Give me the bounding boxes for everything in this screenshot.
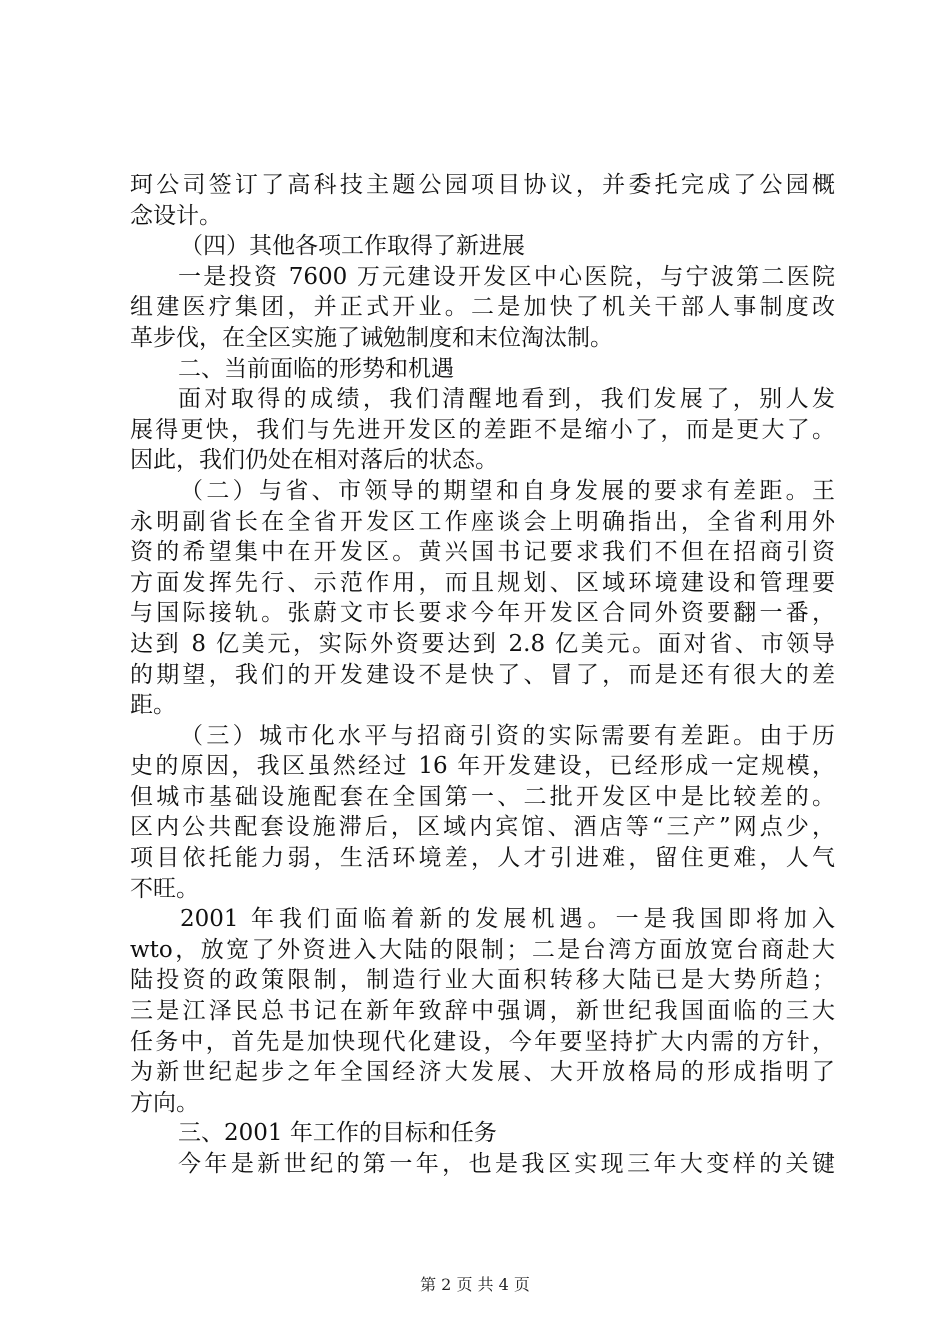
text-line: 距。 bbox=[130, 692, 176, 719]
text-line: 方向。 bbox=[130, 1089, 199, 1116]
text-line: 史的原因，我区虽然经过 16 年开发建设，已经形成一定规模， bbox=[130, 753, 835, 780]
text-line: 但城市基础设施配套在全国第一、二批开发区中是比较差的。 bbox=[130, 783, 835, 810]
text-line: 三是江泽民总书记在新年致辞中强调，新世纪我国面临的三大 bbox=[130, 998, 835, 1025]
text-line: 2001 年我们面临着新的发展机遇。一是我国即将加入 bbox=[180, 906, 835, 933]
page-footer: 第 2 页 共 4 页 bbox=[420, 1275, 530, 1294]
text-line: 一是投资 7600 万元建设开发区中心医院，与宁波第二医院 bbox=[178, 263, 835, 290]
text-line: 与国际接轨。张蔚文市长要求今年开发区合同外资要翻一番， bbox=[130, 600, 835, 627]
text-line: （四）其他各项工作取得了新进展 bbox=[180, 233, 525, 260]
text-line: 展得更快，我们与先进开发区的差距不是缩小了，而是更大了。 bbox=[130, 416, 835, 443]
text-line: 因此，我们仍处在相对落后的状态。 bbox=[130, 447, 498, 474]
text-line: 陆投资的政策限制，制造行业大面积转移大陆已是大势所趋； bbox=[130, 967, 835, 994]
text-line: 今年是新世纪的第一年，也是我区实现三年大变样的关键 bbox=[178, 1151, 835, 1177]
text-line: 资的希望集中在开发区。黄兴国书记要求我们不但在招商引资 bbox=[130, 539, 835, 566]
text-line: 珂公司签订了高科技主题公园项目协议，并委托完成了公园概 bbox=[130, 172, 835, 198]
text-line: 的期望，我们的开发建设不是快了、冒了，而是还有很大的差 bbox=[130, 661, 835, 688]
text-line: 不旺。 bbox=[130, 875, 199, 902]
text-line: 组建医疗集团，并正式开业。二是加快了机关干部人事制度改 bbox=[130, 294, 835, 321]
text-line: 达到 8 亿美元，实际外资要达到 2.8 亿美元。面对省、市领导 bbox=[130, 630, 835, 657]
text-line: （二）与省、市领导的期望和自身发展的要求有差距。王 bbox=[180, 477, 835, 504]
text-line: 为新世纪起步之年全国经济大发展、大开放格局的形成指明了 bbox=[130, 1059, 835, 1086]
text-line: 面对取得的成绩，我们清醒地看到，我们发展了，别人发 bbox=[178, 386, 835, 413]
text-line: 方面发挥先行、示范作用，而且规划、区域环境建设和管理要 bbox=[130, 569, 835, 596]
text-line: 永明副省长在全省开发区工作座谈会上明确指出，全省利用外 bbox=[130, 508, 835, 535]
text-line: 区内公共配套设施滞后，区域内宾馆、酒店等“三产”网点少， bbox=[130, 814, 835, 841]
text-line: wto，放宽了外资进入大陆的限制；二是台湾方面放宽台商赴大 bbox=[130, 936, 835, 963]
text-line: 革步伐，在全区实施了诫勉制度和末位淘汰制。 bbox=[130, 324, 613, 351]
document-body bbox=[130, 170, 835, 1180]
text-line: 任务中，首先是加快现代化建设，今年要坚持扩大内需的方针， bbox=[130, 1028, 835, 1055]
text-line: 二、当前面临的形势和机遇 bbox=[178, 355, 454, 382]
text-line: （三）城市化水平与招商引资的实际需要有差距。由于历 bbox=[180, 722, 835, 749]
text-line: 项目依托能力弱，生活环境差，人才引进难，留住更难，人气 bbox=[130, 845, 835, 872]
text-line: 三、2001 年工作的目标和任务 bbox=[178, 1120, 497, 1147]
text-line: 念设计。 bbox=[130, 202, 222, 229]
